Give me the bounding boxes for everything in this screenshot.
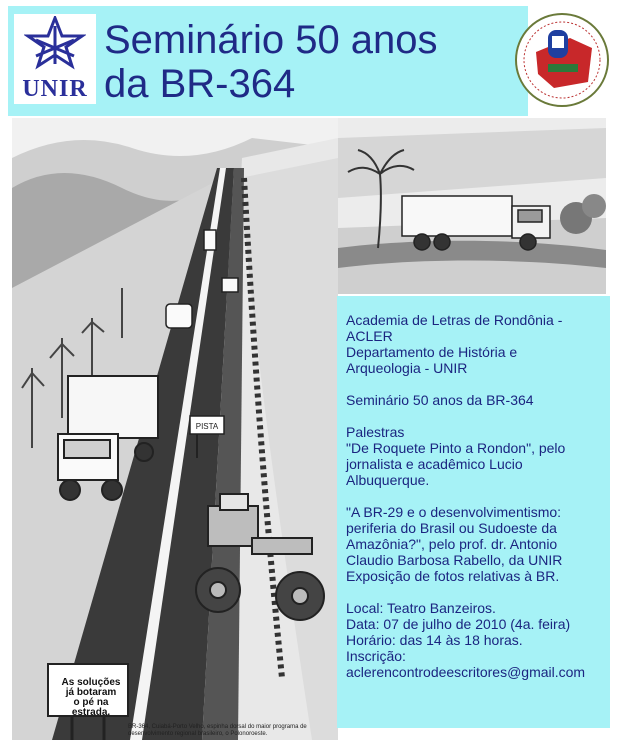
panel-spacer <box>346 408 610 424</box>
panel-line: ACLER <box>346 328 393 344</box>
panel-line: "A BR-29 e o desenvolvimentismo: <box>346 504 562 520</box>
panel-line: periferia do Brasil ou Sudoeste da <box>346 520 557 536</box>
panel-line: Arqueologia - UNIR <box>346 360 468 376</box>
panel-spacer <box>346 584 610 600</box>
page-title <box>104 18 438 106</box>
panel-line: Claudio Barbosa Rabello, da UNIR <box>346 552 563 568</box>
header-banner <box>8 6 528 116</box>
panel-spacer <box>346 488 610 504</box>
panel-line: Academia de Letras de Rondônia - <box>346 312 563 328</box>
panel-line: Amazônia?", pelo prof. dr. Antonio <box>346 536 558 552</box>
highway-illustration <box>12 118 338 740</box>
road-sign-text: PISTA <box>195 422 219 431</box>
panel-line: "De Roquete Pinto a Rondon", pelo <box>346 440 566 456</box>
billboard-line-3: o pé na estrada. <box>71 697 111 718</box>
panel-line: Departamento de História e <box>346 344 518 360</box>
panel-line: Data: 07 de julho de 2010 (4a. feira) <box>346 616 571 632</box>
truck-illustration <box>338 118 606 294</box>
unir-logo <box>14 14 96 104</box>
panel-line: aclerencontrodeescritores@gmail.com <box>346 664 586 680</box>
panel-line: Inscrição: <box>346 648 406 664</box>
panel-line: jornalista e acadêmico Lucio <box>346 456 523 472</box>
illustration-caption: BR-364, Cuiabá-Porto Velho, espinha dorsal do maior programa de desenvolvimento regional brasileiro, o Polonoroeste. <box>128 724 307 737</box>
panel-line: Local: Teatro Banzeiros. <box>346 600 496 616</box>
panel-spacer <box>346 376 610 392</box>
acler-seal-icon <box>514 8 610 112</box>
info-panel <box>337 296 610 728</box>
star-emblem-icon <box>24 16 86 76</box>
unir-logo-text: UNIR <box>22 76 88 102</box>
billboard-line-2: já botaram <box>65 687 117 698</box>
info-panel-text <box>346 312 610 680</box>
title-line-2: da BR-364 <box>104 62 296 106</box>
panel-line: Seminário 50 anos da BR-364 <box>346 392 534 408</box>
title-line-1: Seminário 50 anos <box>104 18 438 62</box>
panel-line: Horário: das 14 às 18 horas. <box>346 632 523 648</box>
panel-line: Exposição de fotos relativas à BR. <box>346 568 560 584</box>
billboard-line-1: As soluções <box>61 677 121 688</box>
panel-line: Palestras <box>346 424 405 440</box>
billboard-text <box>56 678 126 718</box>
panel-line: Albuquerque. <box>346 472 430 488</box>
